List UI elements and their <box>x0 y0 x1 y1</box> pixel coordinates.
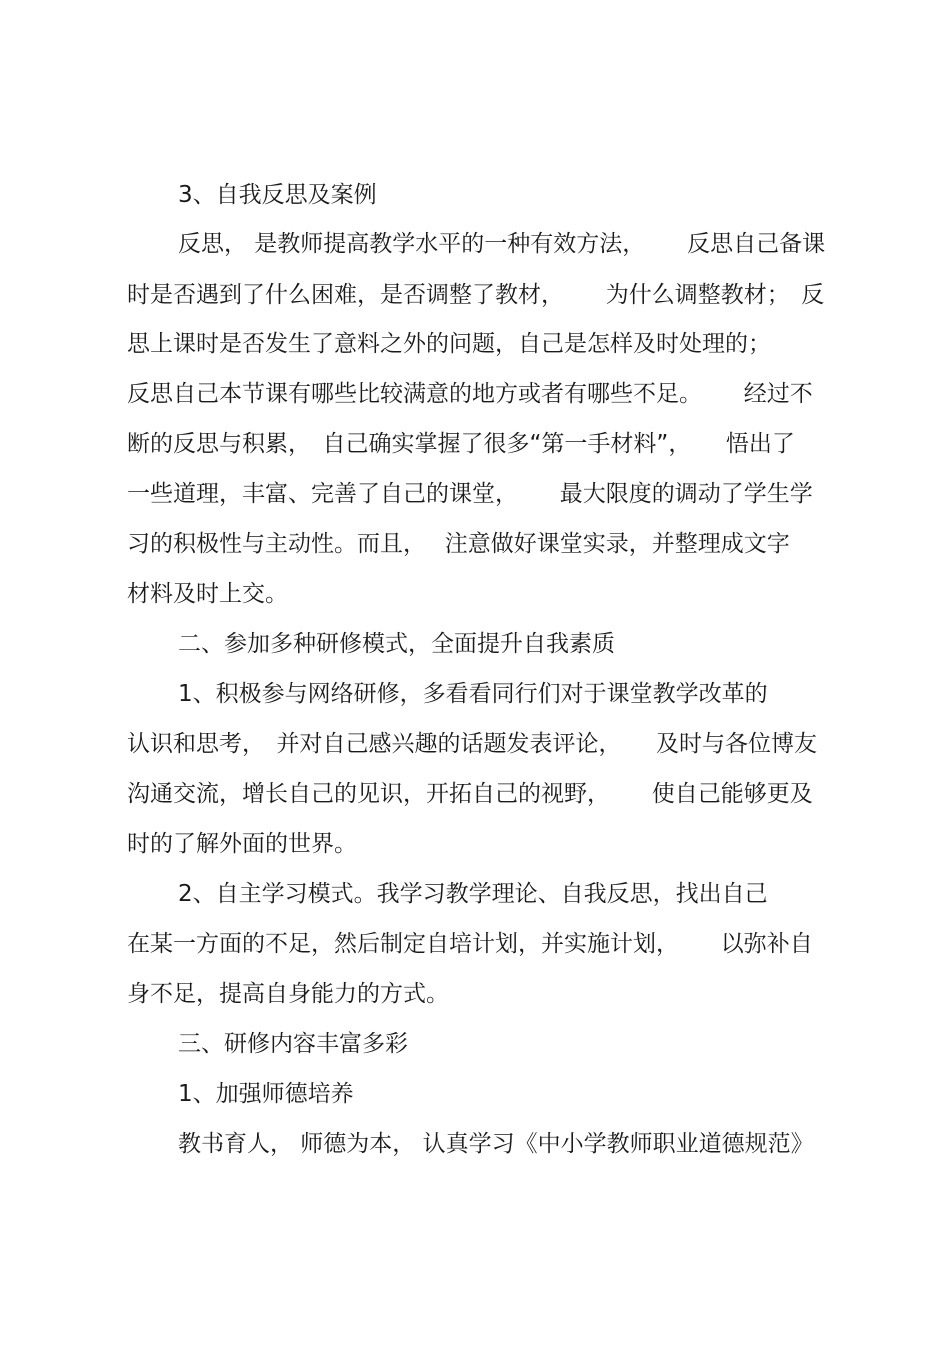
text-line: 3、自我反思及案例 <box>178 182 377 208</box>
section-heading: 三、研修内容丰富多彩 <box>178 1031 408 1057</box>
text-line: 沟通交流，增长自己的见识，开拓自己的视野， 使自己能够更及 <box>127 781 813 807</box>
text-line: 身不足，提高自身能力的方式。 <box>127 981 449 1007</box>
text-line: 在某一方面的不足，然后制定自培计划，并实施计划， 以弥补自 <box>127 931 813 957</box>
section-heading: 二、参加多种研修模式，全面提升自我素质 <box>178 631 615 657</box>
text-line: 2、自主学习模式。我学习教学理论、自我反思，找出自己 <box>178 881 768 907</box>
text-line: 认识和思考， 并对自己感兴趣的话题发表评论， 及时与各位博友 <box>127 731 817 757</box>
text-line: 1、积极参与网络研修，多看看同行们对于课堂教学改革的 <box>178 681 768 707</box>
text-line: 断的反思与积累， 自己确实掌握了很多“第一手材料”， 悟出了 <box>127 431 795 457</box>
text-line: 一些道理，丰富、完善了自己的课堂， 最大限度的调动了学生学 <box>127 481 813 507</box>
subsection-heading: 1、加强师德培养 <box>178 1081 354 1107</box>
text-line: 思上课时是否发生了意料之外的问题，自己是怎样及时处理的； <box>127 331 771 357</box>
text-line: 教书育人， 师德为本， 认真学习《中小学教师职业道德规范》 <box>178 1131 814 1157</box>
text-line: 反思， 是教师提高教学水平的一种有效方法， 反思自己备课 <box>178 231 826 257</box>
text-line: 材料及时上交。 <box>127 581 288 607</box>
text-line: 反思自己本节课有哪些比较满意的地方或者有哪些不足。 经过不 <box>127 381 813 407</box>
text-line: 时是否遇到了什么困难，是否调整了教材， 为什么调整教材； 反 <box>127 282 825 308</box>
text-line: 时的了解外面的世界。 <box>127 831 357 857</box>
text-line: 习的积极性与主动性。而且， 注意做好课堂实录，并整理成文字 <box>127 531 790 557</box>
